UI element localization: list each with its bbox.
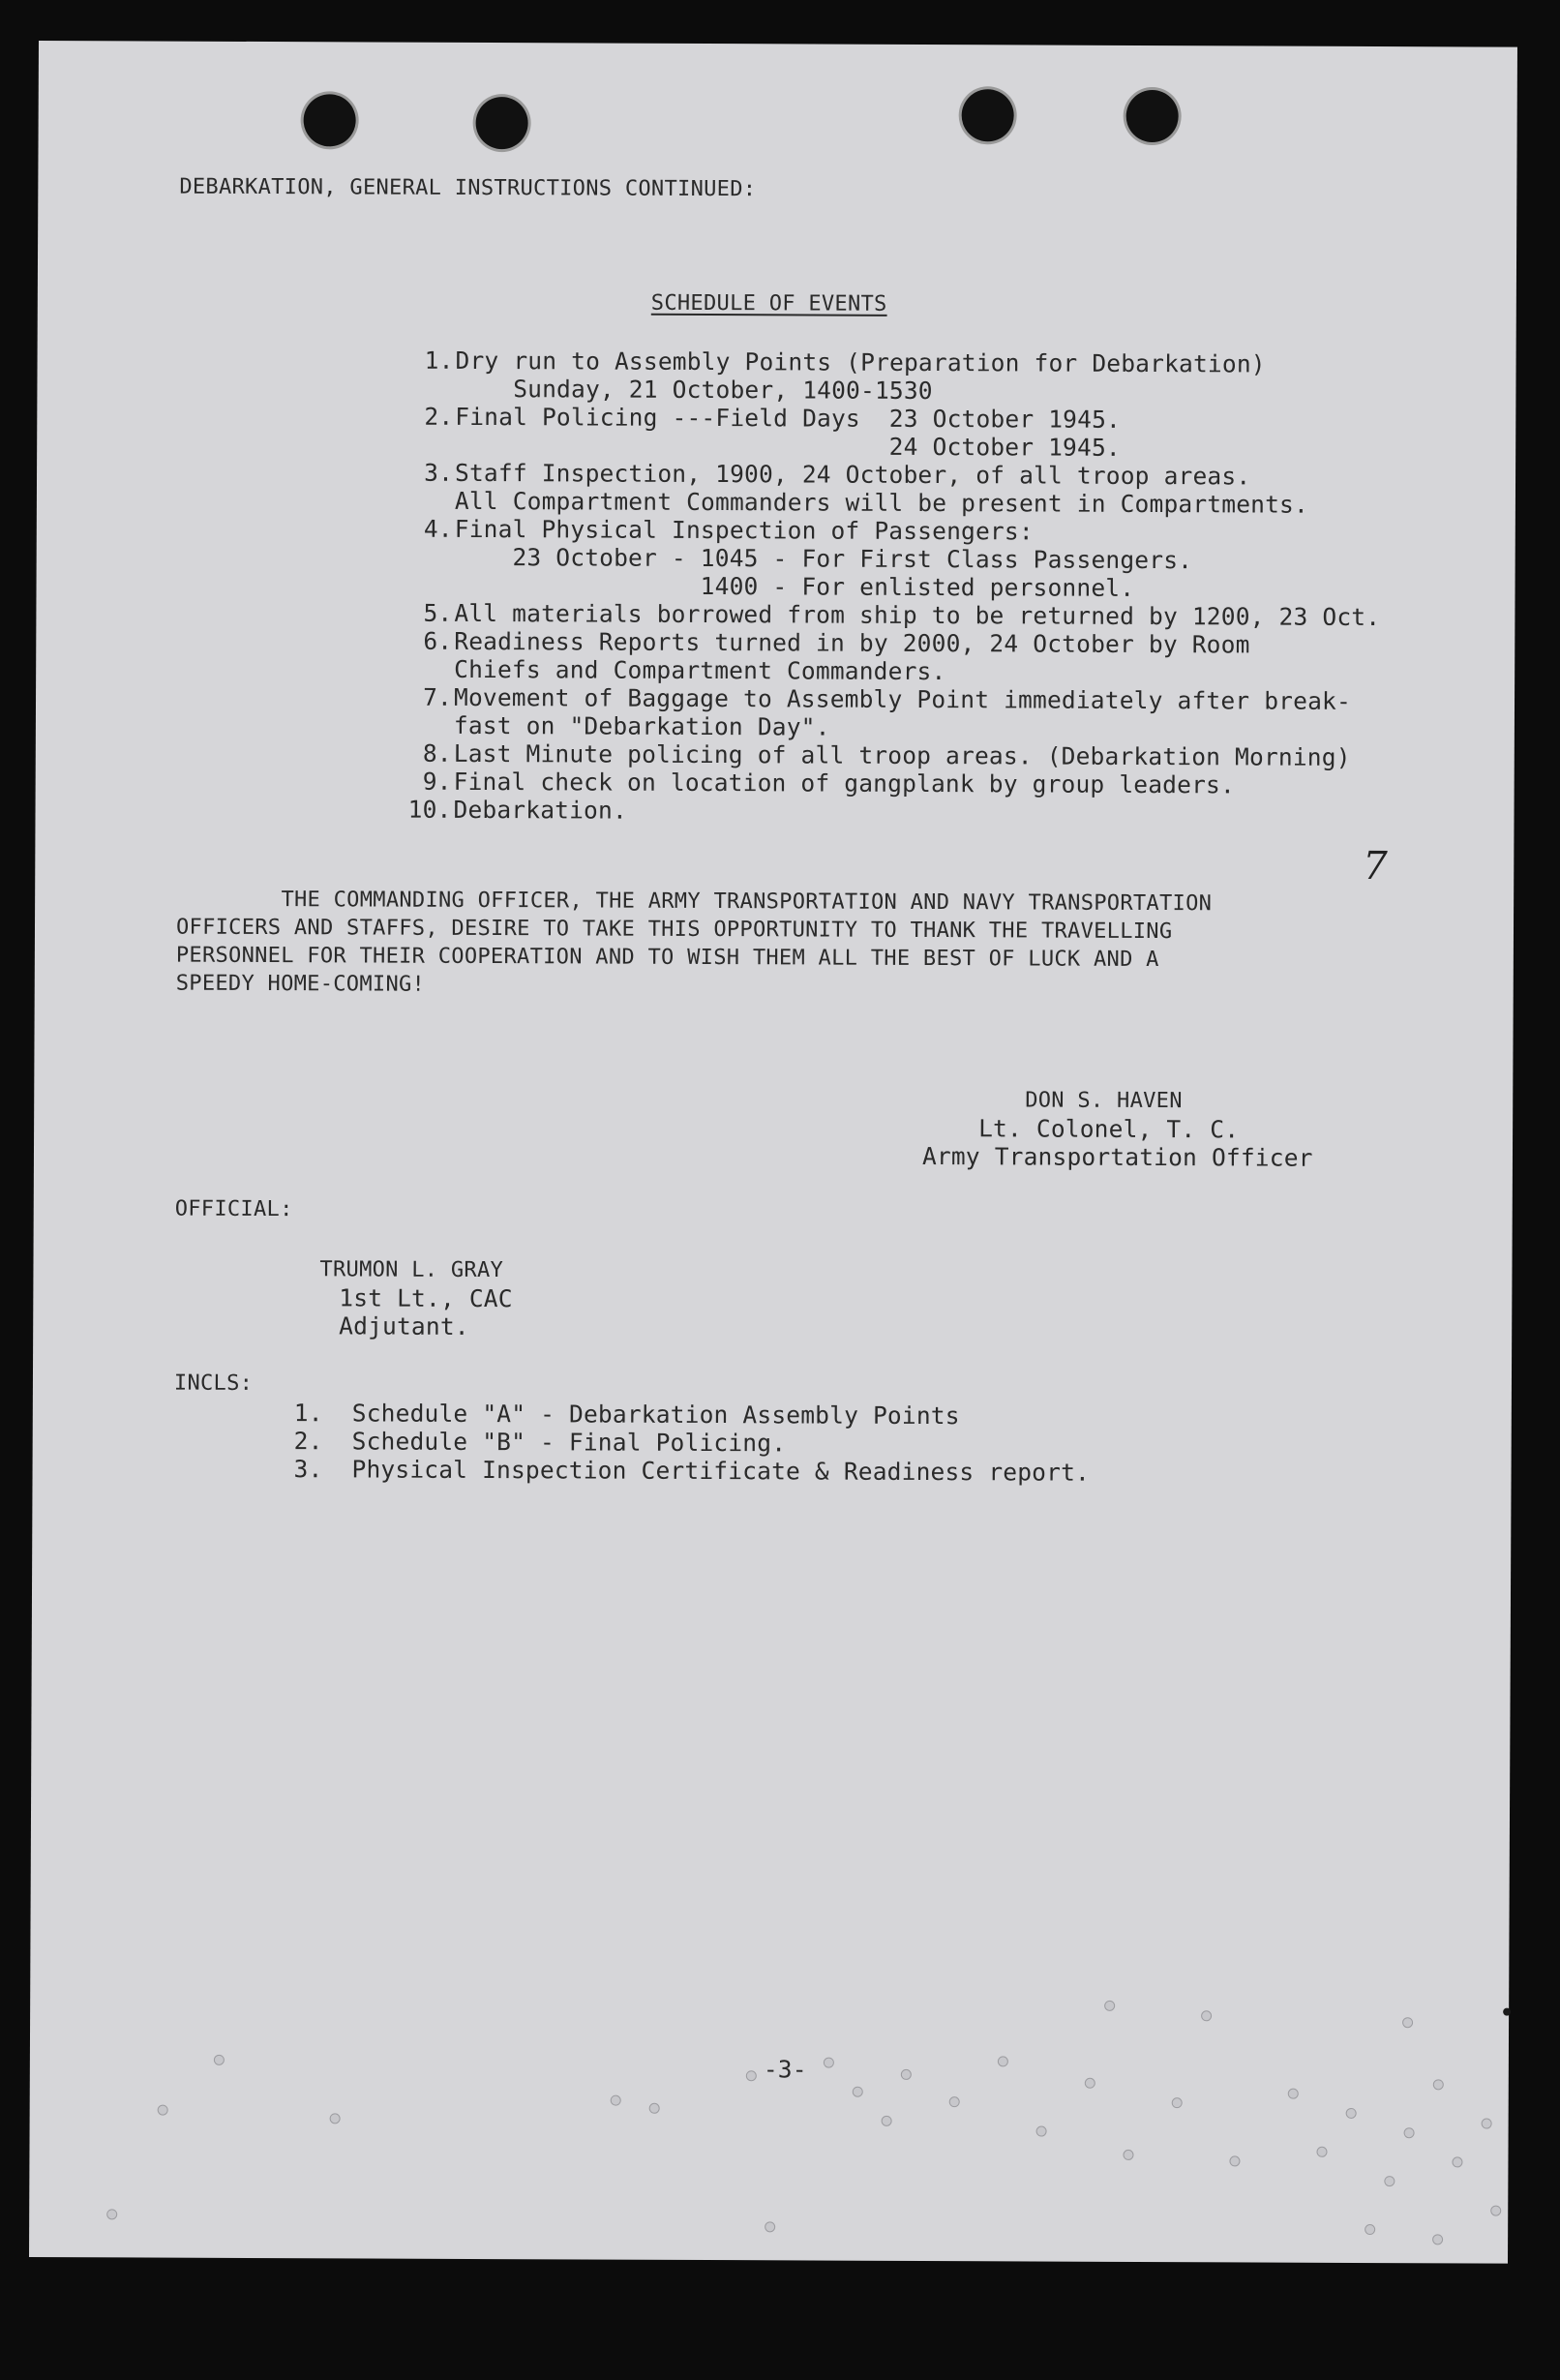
paper-speck: [1490, 2206, 1501, 2216]
paper-speck: [1404, 2127, 1415, 2138]
paper-speck: [1201, 2010, 1212, 2021]
inclosure-text: Physical Inspection Certificate & Readiness report.: [351, 1455, 1091, 1487]
paper-speck: [158, 2105, 168, 2116]
closing-line: THE COMMANDING OFFICER, THE ARMY TRANSPORTATION AND NAVY TRANSPORTATION: [176, 887, 1213, 917]
closing-line: OFFICERS AND STAFFS, DESIRE TO TAKE THIS OPPORTUNITY TO THANK THE TRAVELLING: [175, 915, 1173, 945]
inclosure-number: 2.: [293, 1427, 323, 1456]
event-text: Sunday, 21 October, 1400-1530: [455, 374, 933, 406]
event-number: 4.: [423, 514, 453, 543]
event-text: 24 October 1945.: [455, 430, 1121, 462]
paper-speck: [1433, 2079, 1444, 2090]
paper-speck: [746, 2070, 757, 2081]
document-header: DEBARKATION, GENERAL INSTRUCTIONS CONTINUED:: [179, 174, 757, 202]
punch-hole: [476, 97, 528, 149]
event-number: 3.: [424, 458, 454, 487]
event-text: Staff Inspection, 1900, 24 October, of all troop areas.: [454, 458, 1251, 491]
paper-speck: [1229, 2155, 1240, 2166]
paper-speck: [1316, 2147, 1327, 2157]
event-text: Dry run to Assembly Points (Preparation for Debarkation): [455, 346, 1266, 378]
paper-speck: [1123, 2150, 1133, 2160]
event-text: fast on "Debarkation Day".: [453, 710, 830, 741]
event-number: 1.: [424, 346, 454, 375]
paper-specks: [39, 41, 1517, 47]
document-page: [29, 41, 1517, 2264]
signer-rank: Lt. Colonel, T. C.: [978, 1114, 1240, 1144]
official-title: Adjutant.: [339, 1311, 469, 1341]
closing-line: SPEEDY HOME-COMING!: [175, 971, 426, 997]
paper-speck: [330, 2113, 341, 2124]
inclosure-number: 3.: [293, 1455, 323, 1484]
event-text: Final Policing ---Field Days 23 October 1945.: [455, 402, 1122, 434]
inclosure-text: Schedule "B" - Final Policing.: [351, 1427, 787, 1458]
event-text: Last Minute policing of all troop areas. (Debarkation Morning): [453, 738, 1351, 771]
paper-speck: [824, 2058, 834, 2068]
punch-hole: [304, 94, 356, 146]
closing-line: PERSONNEL FOR THEIR COOPERATION AND TO WISH THEM ALL THE BEST OF LUCK AND A: [175, 943, 1159, 973]
page-number: -3-: [763, 2055, 807, 2084]
event-text: Readiness Reports turned in by 2000, 24 October by Room: [454, 626, 1250, 659]
paper-speck: [1104, 2001, 1115, 2011]
event-text: Debarkation.: [453, 795, 628, 825]
inclosures-label: INCLS:: [173, 1371, 254, 1396]
paper-speck: [1288, 2089, 1299, 2099]
paper-speck: [901, 2069, 912, 2080]
event-number: 2.: [424, 402, 454, 431]
event-number: 9.: [422, 767, 452, 796]
inclosure-number: 1.: [293, 1399, 323, 1428]
event-text: Chiefs and Compartment Commanders.: [454, 654, 946, 686]
paper-speck: [853, 2087, 863, 2097]
paper-speck: [882, 2116, 892, 2126]
inclosure-text: Schedule "A" - Debarkation Assembly Points: [351, 1399, 960, 1431]
paper-speck: [611, 2095, 621, 2106]
event-number: 5.: [423, 598, 453, 627]
event-text: All Compartment Commanders will be present in Compartments.: [454, 486, 1309, 519]
paper-speck: [1482, 2119, 1492, 2129]
paper-mark: [1503, 2008, 1511, 2016]
official-label: OFFICIAL:: [174, 1196, 293, 1222]
event-number: 6.: [423, 626, 453, 655]
paper-speck: [214, 2055, 225, 2065]
paper-speck: [765, 2221, 775, 2232]
event-text: All materials borrowed from ship to be returned by 1200, 23 Oct.: [454, 598, 1381, 632]
event-text: Final Physical Inspection of Passengers:: [454, 514, 1034, 546]
signer-name: DON S. HAVEN: [1025, 1088, 1183, 1114]
paper-speck: [1452, 2156, 1462, 2167]
paper-speck: [1036, 2126, 1047, 2137]
paper-speck: [1432, 2234, 1443, 2244]
paper-speck: [1085, 2078, 1095, 2089]
punch-hole: [962, 89, 1014, 141]
paper-speck: [949, 2096, 960, 2107]
signer-title: Army Transportation Officer: [921, 1141, 1313, 1172]
punch-hole: [1126, 90, 1179, 142]
paper-speck: [1402, 2017, 1413, 2028]
official-rank: 1st Lt., CAC: [339, 1283, 513, 1313]
event-number: 7.: [423, 682, 453, 711]
event-text: 23 October - 1045 - For First Class Passengers.: [454, 542, 1193, 575]
paper-speck: [998, 2056, 1008, 2066]
paper-speck: [1365, 2224, 1375, 2235]
paper-speck: [649, 2103, 660, 2114]
official-name: TRUMON L. GRAY: [319, 1257, 504, 1283]
event-text: Final check on location of gangplank by group leaders.: [453, 767, 1236, 799]
event-text: 1400 - For enlisted personnel.: [454, 570, 1135, 602]
handwritten-mark: 7: [1363, 843, 1388, 889]
event-number: 10.: [407, 795, 452, 824]
paper-speck: [1384, 2176, 1395, 2186]
event-number: 8.: [422, 738, 452, 768]
paper-speck: [1172, 2097, 1183, 2108]
event-text: Movement of Baggage to Assembly Point immediately after break-: [453, 682, 1352, 715]
paper-speck: [106, 2209, 117, 2219]
paper-speck: [1346, 2108, 1357, 2119]
schedule-title: SCHEDULE OF EVENTS: [650, 290, 887, 316]
